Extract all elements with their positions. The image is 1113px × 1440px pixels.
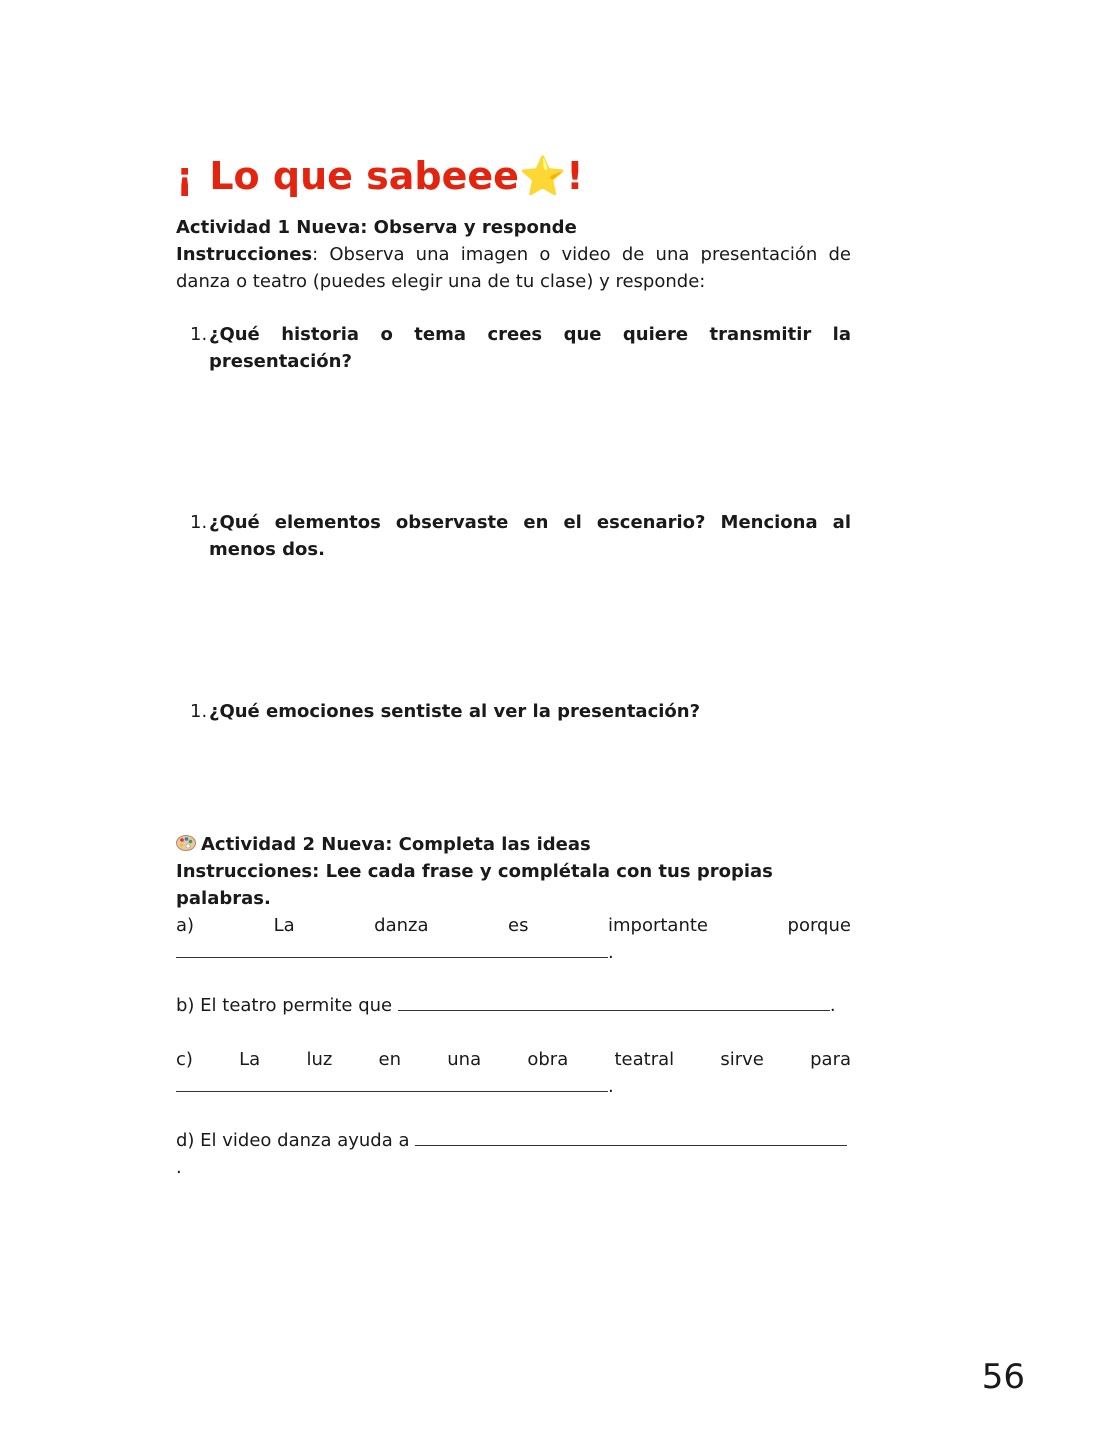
page-title: ¡ Lo que sabeee⭐! [176,154,584,198]
question-1: 1. ¿Qué historia o tema crees que quiere transmitir la presentación? [190,324,851,372]
answer-blank-c[interactable] [176,1075,608,1092]
palette-icon [176,835,196,851]
activity1-heading: Actividad 1 Nueva: Observa y responde [176,217,577,238]
activity2-heading: Actividad 2 Nueva: Completa las ideas [176,831,851,858]
sentence-b: b) El teatro permite que . [176,995,836,1016]
activity1-instructions: Instrucciones: Observa una imagen o video de una presentación de danza o teatro (puedes elegir una de tu clase) y responde: [176,244,851,292]
question-2: 1. ¿Qué elementos observaste en el escenario? Menciona al menos dos. [190,512,851,560]
sentence-d: d) El video danza ayuda a . [176,1127,851,1181]
sentence-c-line2: . [176,1073,851,1100]
question-3: 1. ¿Qué emociones sentiste al ver la presentación? [190,701,701,722]
answer-blank-d[interactable] [415,1129,847,1146]
answer-blank-a[interactable] [176,941,608,958]
sentence-c-line1: c) La luz en una obra teatral sirve para [176,1049,851,1070]
sentence-a-line1: a) La danza es importante porque [176,915,851,936]
star-icon: ⭐ [518,154,567,198]
sentence-a-line2: . [176,939,851,966]
page-number: 56 [981,1357,1025,1397]
answer-blank-b[interactable] [398,994,830,1011]
activity2-instructions: Instrucciones: Lee cada frase y complétala con tus propias palabras. [176,861,773,909]
